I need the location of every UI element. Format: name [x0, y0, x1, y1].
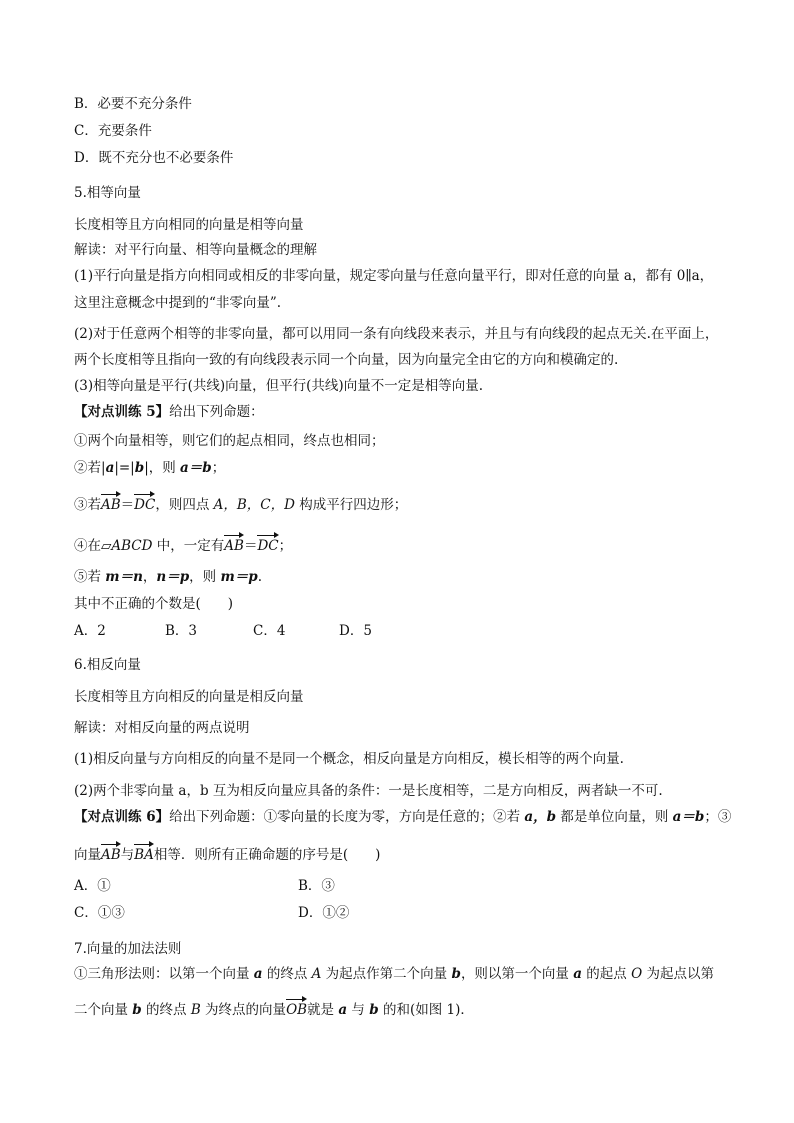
- statement-4: [74, 533, 292, 555]
- option-d[interactable]: D．①②: [298, 905, 350, 921]
- statement-5-text: ，则: [189, 569, 221, 585]
- section-7-text: 与: [347, 1002, 370, 1018]
- vector-a: a: [105, 460, 115, 476]
- section-7-text: 的和(如图 1)．: [378, 1002, 474, 1018]
- training-5-label: 【对点训练 5】: [74, 404, 170, 420]
- equation: m＝p: [220, 569, 258, 585]
- statement-4-text: ④在: [74, 538, 101, 554]
- statement-2-text: |=|: [114, 460, 135, 476]
- statement-5-text: ⑤若: [74, 569, 106, 585]
- vector-ba: BA: [134, 842, 154, 864]
- section-5-definition: 长度相等且方向相同的向量是相等向量: [74, 217, 304, 233]
- training-6-text: 向量: [74, 847, 101, 863]
- statement-5: [74, 568, 262, 586]
- statement-4-text: ；: [278, 538, 293, 554]
- section-7-text: ①三角形法则：以第一个向量: [74, 966, 254, 982]
- option-b[interactable]: B．3: [165, 623, 198, 639]
- statement-2: [74, 459, 225, 477]
- vector-b: b: [134, 460, 145, 476]
- option-d-prev: D．既不充分也不必要条件: [74, 150, 234, 166]
- vector-b: b: [132, 1002, 142, 1018]
- training-6-text: 给出下列命题：①零向量的长度为零，方向是任意的；②若: [169, 809, 525, 825]
- section-7-text: 就是: [307, 1002, 339, 1018]
- option-b[interactable]: B．③: [298, 878, 335, 894]
- section-7-text: ，则以第一个向量: [460, 966, 574, 982]
- option-c-prev: C．充要条件: [74, 123, 152, 139]
- vector-a: a: [253, 966, 263, 982]
- training-6-line-1: [74, 808, 731, 826]
- section-5-point-2a: (2)对于任意两个相等的非零向量，都可以用同一条有向线段来表示，并且与有向线段的起点无关.在平面上，: [74, 326, 719, 342]
- training-6-text: ；③: [704, 809, 732, 825]
- training-6-line-2: [74, 842, 380, 864]
- option-c[interactable]: C．4: [253, 623, 286, 639]
- option-d[interactable]: D．5: [339, 623, 372, 639]
- statement-3: [74, 492, 407, 514]
- option-b-prev: B．必要不充分条件: [74, 96, 192, 112]
- section-7-text: 为起点以第: [642, 966, 714, 982]
- section-5-title: 5.相等向量: [74, 185, 141, 201]
- statement-3-text: ③若: [74, 497, 101, 513]
- statement-3-text: ，则四点: [155, 497, 214, 513]
- parallelogram-label: ▱ABCD: [101, 538, 153, 554]
- section-7-text: 为起点作第二个向量: [321, 966, 452, 982]
- statement-2-text: ②若|: [74, 460, 106, 476]
- training-6-text: 与: [120, 847, 135, 863]
- vector-b: b: [369, 1002, 379, 1018]
- equation: a＝b: [672, 809, 705, 825]
- section-5-point-1b: 这里注意概念中提到的“非零向量”.: [74, 295, 282, 311]
- statement-2-text: |，则: [144, 460, 181, 476]
- section-6-reading: 解读：对相反向量的两点说明: [74, 720, 250, 736]
- statement-4-text: 中，一定有: [152, 538, 225, 554]
- section-5-point-3: (3)相等向量是平行(共线)向量，但平行(共线)向量不一定是相等向量.: [74, 378, 483, 394]
- section-7-text: 的终点: [141, 1002, 191, 1018]
- equation: m＝n: [105, 569, 143, 585]
- point-b: B: [190, 1002, 201, 1018]
- training-6-label: 【对点训练 6】: [74, 809, 170, 825]
- statement-3-text: 构成平行四边形；: [294, 497, 408, 513]
- equals-sign: ＝: [243, 538, 258, 554]
- vector-a: a: [338, 1002, 348, 1018]
- point-a: A: [311, 966, 322, 982]
- section-7-title: 7.向量的加法法则: [74, 941, 182, 957]
- section-7-text: 的起点: [581, 966, 632, 982]
- vector-ab: AB: [224, 533, 244, 555]
- section-6-definition: 长度相等且方向相反的向量是相反向量: [74, 689, 304, 705]
- section-7-text: 的终点: [262, 966, 312, 982]
- option-c[interactable]: C．①③: [74, 905, 125, 921]
- training-5-intro: 给出下列命题：: [169, 404, 264, 420]
- section-6-point-2: (2)两个非零向量 a，b 互为相反向量应具备的条件：一是长度相等，二是方向相反，两者缺一不可.: [74, 783, 663, 799]
- section-7-line-2: [74, 997, 474, 1019]
- section-5-reading: 解读：对平行向量、相等向量概念的理解: [74, 242, 317, 258]
- vector-a: a: [573, 966, 582, 982]
- vector-ab: AB: [101, 842, 121, 864]
- section-5-point-1a: (1)平行向量是指方向相同或相反的非零向量，规定零向量与任意向量平行，即对任意的向量 a，都有 0∥a，: [74, 268, 714, 284]
- vector-dc: DC: [257, 533, 278, 555]
- section-5-point-2b: 两个长度相等且指向一致的有向线段表示同一个向量，因为向量完全由它的方向和模确定的.: [74, 352, 619, 368]
- vectors-ab: a，b: [524, 809, 557, 825]
- option-a[interactable]: A．2: [74, 623, 106, 639]
- section-6-title: 6.相反向量: [74, 657, 141, 673]
- statement-1: ①两个向量相等，则它们的起点相同，终点也相同；: [74, 433, 385, 449]
- equation: n＝p: [156, 569, 190, 585]
- vector-ab: AB: [101, 492, 121, 514]
- statement-5-text: .: [257, 569, 262, 585]
- equation: a＝b: [180, 460, 212, 476]
- section-6-point-1: (1)相反向量与方向相反的向量不是同一个概念，相反向量是方向相反，模长相等的两个向量.: [74, 751, 624, 767]
- statement-5-text: ，: [142, 569, 157, 585]
- training-5-heading: [74, 403, 264, 421]
- vector-dc: DC: [134, 492, 155, 514]
- training-5-question: 其中不正确的个数是( ): [74, 596, 234, 612]
- option-a[interactable]: A．①: [74, 878, 111, 894]
- section-7-text: 二个向量: [74, 1002, 133, 1018]
- vector-ob: OB: [286, 997, 307, 1019]
- equals-sign: ＝: [120, 497, 135, 513]
- section-7-line-1: [74, 965, 714, 983]
- point-o: O: [631, 966, 643, 982]
- training-6-text: 相等．则所有正确命题的序号是( ): [153, 847, 381, 863]
- points-list: A，B，C，D: [213, 497, 295, 513]
- vector-b: b: [451, 966, 461, 982]
- section-7-text: 为终点的向量: [200, 1002, 287, 1018]
- statement-2-text: ；: [211, 460, 226, 476]
- training-6-text: 都是单位向量，则: [556, 809, 673, 825]
